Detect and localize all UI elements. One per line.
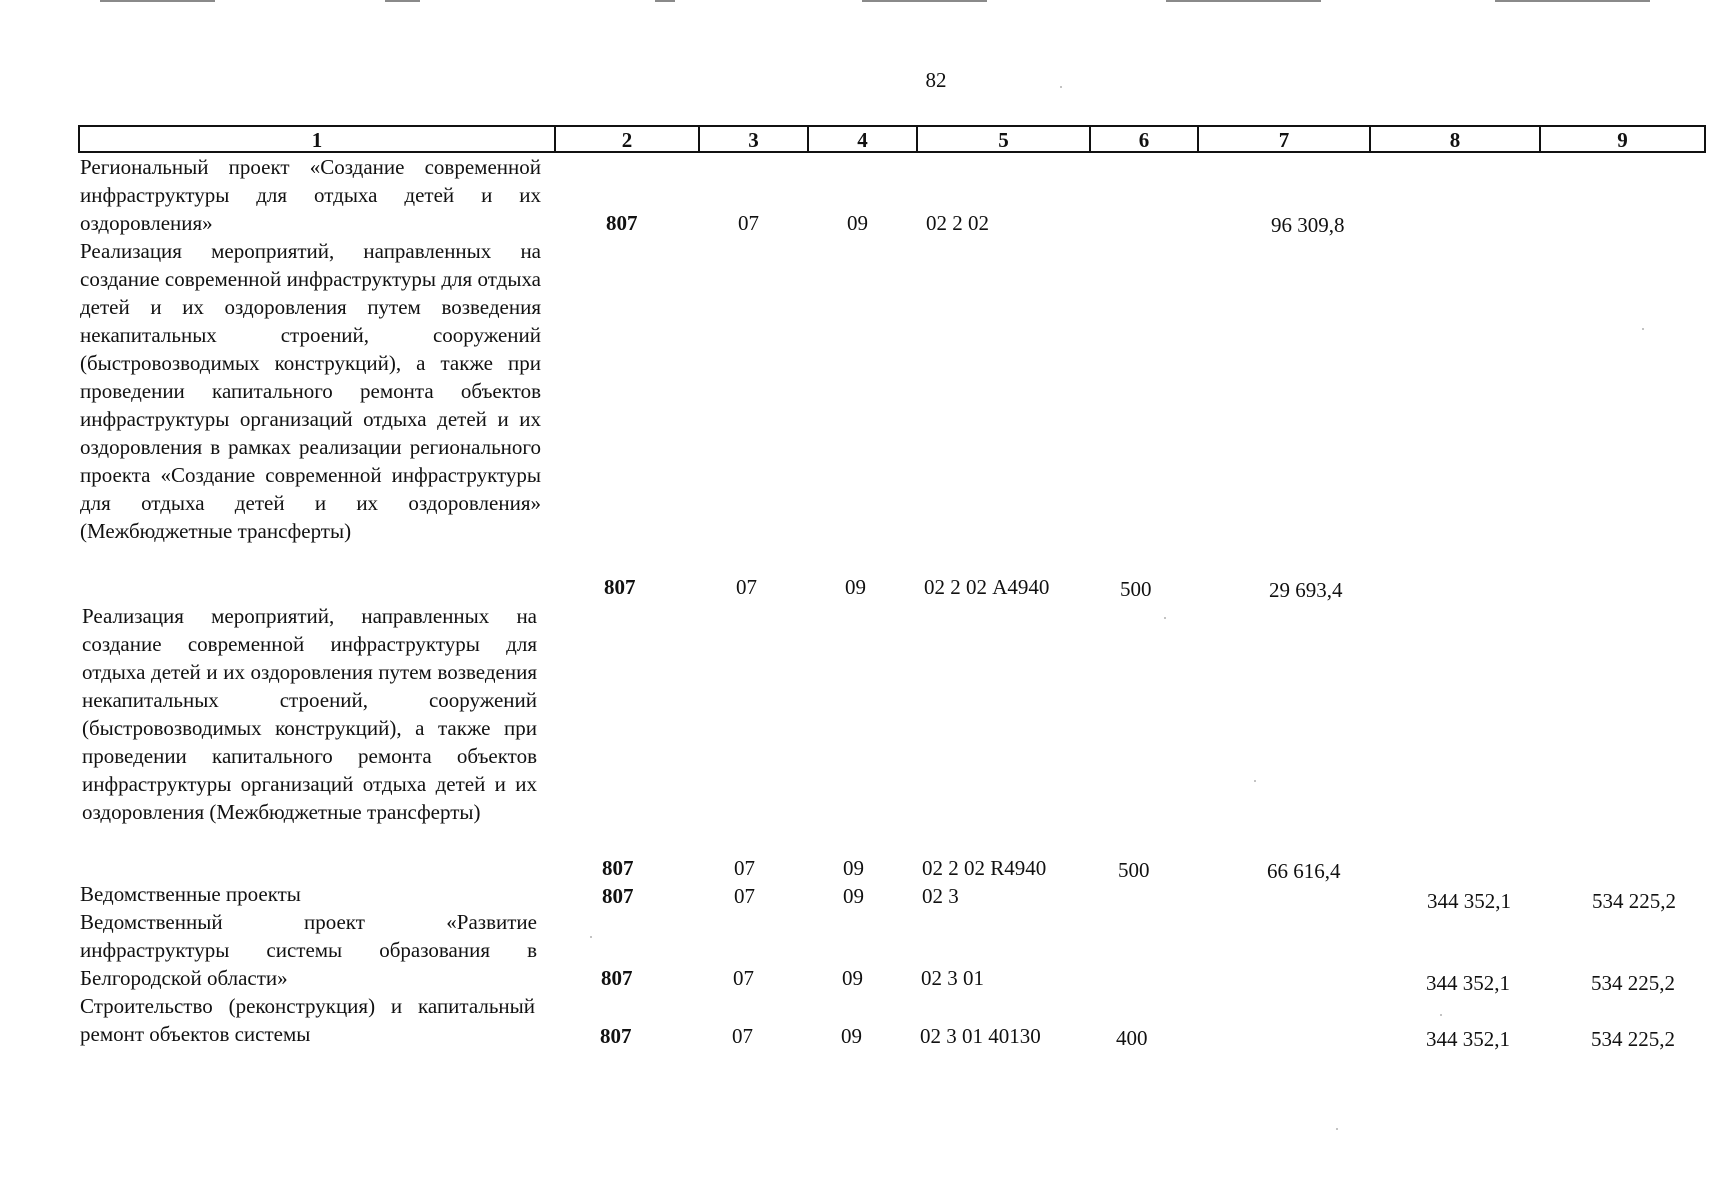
row-code-section: 07 — [732, 1024, 753, 1048]
row-description: Реализация мероприятий, направленных на создание современной инфраструктуры для отдыха детей и их оздоровления путем возведения некапитальных строений, сооружений (быстровозводимых конструкций), а также при проведении капитального ремонта объектов инфраструктуры организаций отдыха детей и их оздоровления в рамках реализации регионального проекта «Создание современной инфраструктуры для отдыха детей и их оздоровления» (Межбюджетные трансферты) — [80, 239, 541, 543]
row-code-target: 02 3 — [922, 884, 959, 908]
scan-edge-line — [1166, 0, 1321, 2]
row-code-ministry: 807 — [604, 575, 636, 599]
scan-edge-line — [1495, 0, 1650, 2]
table-header-row — [78, 125, 1706, 153]
row-code-ministry: 807 — [601, 966, 633, 990]
row-description: Ведомственные проекты — [80, 882, 301, 906]
row-code-section: 07 — [733, 966, 754, 990]
row-amount-col9: 534 225,2 — [1592, 889, 1676, 913]
column-header-6: 6 — [1138, 128, 1150, 152]
row-code-target: 02 2 02 А4940 — [924, 575, 1050, 599]
row-code-subsection: 09 — [847, 211, 868, 235]
column-header-4: 4 — [857, 128, 868, 152]
row-amount-col8: 344 352,1 — [1426, 971, 1510, 995]
scan-edge-line — [385, 0, 420, 2]
scan-speck — [1440, 1014, 1442, 1016]
scan-edge-line — [862, 0, 987, 2]
scan-speck — [1642, 328, 1644, 330]
row-amount-col9: 534 225,2 — [1591, 971, 1675, 995]
column-header-2: 2 — [621, 128, 633, 152]
row-code-subsection: 09 — [841, 1024, 862, 1048]
row-code-section: 07 — [734, 856, 755, 880]
page-number: 82 — [925, 68, 947, 92]
row-amount-col8: 344 352,1 — [1426, 1027, 1510, 1051]
scan-speck — [1336, 1128, 1338, 1130]
row-description: Строительство (реконструкция) и капитальный ремонт объектов системы — [80, 994, 535, 1046]
row-amount-col9: 534 225,2 — [1591, 1027, 1675, 1051]
row-amount-col7: 96 309,8 — [1271, 213, 1345, 237]
row-code-target: 02 2 02 — [926, 211, 989, 235]
column-header-8: 8 — [1449, 128, 1461, 152]
scan-speck — [1060, 86, 1062, 88]
row-code-target: 02 3 01 — [921, 966, 984, 990]
row-amount-col7: 29 693,4 — [1269, 578, 1343, 602]
row-code-ministry: 807 — [600, 1024, 632, 1048]
row-code-section: 07 — [736, 575, 757, 599]
row-description: Ведомственный проект «Развитие инфраструктуры системы образования в Белгородской области» — [80, 910, 537, 990]
scan-edge-line — [655, 0, 675, 2]
row-code-ministry: 807 — [606, 211, 638, 235]
column-header-5: 5 — [998, 128, 1009, 152]
row-code-expense-type: 500 — [1120, 577, 1152, 601]
column-header-9: 9 — [1617, 128, 1628, 152]
row-code-section: 07 — [738, 211, 759, 235]
column-header-3: 3 — [748, 128, 759, 152]
row-code-subsection: 09 — [843, 884, 864, 908]
row-code-target: 02 2 02 R4940 — [922, 856, 1047, 880]
row-code-ministry: 807 — [602, 884, 634, 908]
row-amount-col8: 344 352,1 — [1427, 889, 1511, 913]
row-code-expense-type: 500 — [1118, 858, 1150, 882]
row-code-expense-type: 400 — [1116, 1026, 1148, 1050]
column-header-7: 7 — [1278, 128, 1290, 152]
scan-speck — [590, 936, 592, 938]
row-code-subsection: 09 — [842, 966, 863, 990]
column-header-1: 1 — [311, 128, 323, 152]
row-code-target: 02 3 01 40130 — [920, 1024, 1041, 1048]
row-code-section: 07 — [734, 884, 755, 908]
row-code-ministry: 807 — [602, 856, 634, 880]
row-description: Реализация мероприятий, направленных на создание современной инфраструктуры для отдыха детей и их оздоровления путем возведения некапитальных строений, сооружений (быстровозводимых конструкций), а также при проведении капитального ремонта объектов инфраструктуры организаций отдыха детей и их оздоровления (Межбюджетные трансферты) — [82, 604, 537, 824]
row-code-subsection: 09 — [845, 575, 866, 599]
scan-edge-line — [100, 0, 215, 2]
row-description: Региональный проект «Создание современной инфраструктуры для отдыха детей и их оздоровления» — [80, 155, 541, 235]
scan-speck — [1164, 617, 1166, 619]
row-code-subsection: 09 — [843, 856, 864, 880]
scan-speck — [1254, 780, 1256, 782]
row-amount-col7: 66 616,4 — [1267, 859, 1341, 883]
